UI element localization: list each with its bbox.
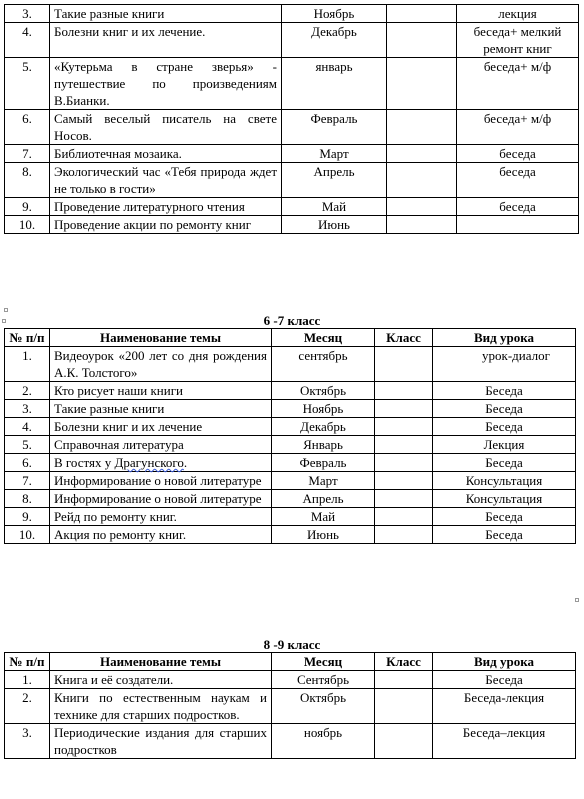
grade-cell bbox=[387, 163, 457, 198]
table-row bbox=[5, 454, 576, 472]
month-cell: Июнь bbox=[282, 216, 387, 234]
month-cell: Декабрь bbox=[282, 23, 387, 58]
topic-cell: Информирование о новой литературе bbox=[50, 472, 272, 490]
month-cell: Июнь bbox=[272, 526, 375, 544]
table-row bbox=[5, 526, 576, 544]
table-row bbox=[5, 110, 579, 145]
row-number: 3. bbox=[5, 5, 50, 23]
column-header-topic: Наименование темы bbox=[50, 329, 272, 347]
month-cell: Март bbox=[272, 472, 375, 490]
grade-cell bbox=[387, 145, 457, 163]
lesson-type-cell: Беседа bbox=[433, 454, 576, 472]
grade-cell bbox=[375, 671, 433, 689]
column-header-number: № п/п bbox=[5, 653, 50, 671]
row-number: 5. bbox=[5, 436, 50, 454]
column-header-grade: Класс bbox=[375, 329, 433, 347]
topic-cell: Книга и её создатели. bbox=[50, 671, 272, 689]
month-cell: сентябрь bbox=[272, 347, 375, 382]
lesson-type-cell: беседа bbox=[457, 163, 579, 198]
grade-cell bbox=[375, 472, 433, 490]
row-number: 8. bbox=[5, 163, 50, 198]
topic-cell: Справочная литература bbox=[50, 436, 272, 454]
month-cell: Ноябрь bbox=[272, 400, 375, 418]
table-header-row bbox=[5, 653, 576, 671]
row-number: 2. bbox=[5, 382, 50, 400]
column-header-topic: Наименование темы bbox=[50, 653, 272, 671]
month-cell: Октябрь bbox=[272, 689, 375, 724]
grade-cell bbox=[375, 418, 433, 436]
table-grade-6-7 bbox=[4, 328, 576, 544]
table-row bbox=[5, 689, 576, 724]
grade-cell bbox=[387, 216, 457, 234]
lesson-type-cell: беседа bbox=[457, 198, 579, 216]
table-move-handle[interactable] bbox=[2, 319, 6, 323]
month-cell: Октябрь bbox=[272, 382, 375, 400]
grade-cell bbox=[387, 58, 457, 110]
lesson-type-cell: Беседа bbox=[433, 526, 576, 544]
topic-cell: Информирование о новой литературе bbox=[50, 490, 272, 508]
table-resize-handle[interactable] bbox=[575, 598, 579, 602]
month-cell: ноябрь bbox=[272, 724, 375, 759]
row-number: 4. bbox=[5, 418, 50, 436]
row-number: 5. bbox=[5, 58, 50, 110]
month-cell: январь bbox=[282, 58, 387, 110]
lesson-type-cell: Беседа-лекция bbox=[433, 689, 576, 724]
row-number: 3. bbox=[5, 724, 50, 759]
table-row bbox=[5, 163, 579, 198]
table-row bbox=[5, 472, 576, 490]
topic-cell: Периодические издания для старших подростков bbox=[50, 724, 272, 759]
row-number: 10. bbox=[5, 526, 50, 544]
section-caption: 8 -9 класс bbox=[263, 637, 321, 652]
row-number: 8. bbox=[5, 490, 50, 508]
month-cell: Апрель bbox=[272, 490, 375, 508]
lesson-type-cell: Беседа bbox=[433, 508, 576, 526]
topic-cell: Такие разные книги bbox=[50, 400, 272, 418]
lesson-type-cell: Беседа–лекция bbox=[433, 724, 576, 759]
table-row bbox=[5, 5, 579, 23]
lesson-type-cell: урок-диалог bbox=[433, 347, 576, 382]
row-number: 7. bbox=[5, 472, 50, 490]
column-header-number: № п/п bbox=[5, 329, 50, 347]
month-cell: Апрель bbox=[282, 163, 387, 198]
topic-cell: Библиотечная мозаика. bbox=[50, 145, 282, 163]
table-row bbox=[5, 508, 576, 526]
topic-text-prefix: В гостях у bbox=[54, 455, 115, 470]
topic-cell: Такие разные книги bbox=[50, 5, 282, 23]
table-row bbox=[5, 23, 579, 58]
lesson-type-cell: лекция bbox=[457, 5, 579, 23]
grade-cell bbox=[387, 198, 457, 216]
row-number: 10. bbox=[5, 216, 50, 234]
month-cell: Февраль bbox=[272, 454, 375, 472]
table-row bbox=[5, 145, 579, 163]
topic-cell: Самый веселый писатель на свете Носов. bbox=[50, 110, 282, 145]
table-row bbox=[5, 490, 576, 508]
column-header-lesson-type: Вид урока bbox=[433, 329, 576, 347]
topic-cell: Книги по естественным наукам и технике для старших подростков. bbox=[50, 689, 272, 724]
lesson-type-cell: беседа bbox=[457, 145, 579, 163]
lesson-type-cell: Лекция bbox=[433, 436, 576, 454]
topic-text-suffix: . bbox=[183, 455, 188, 470]
row-number: 3. bbox=[5, 400, 50, 418]
grade-cell bbox=[387, 110, 457, 145]
month-cell: Ноябрь bbox=[282, 5, 387, 23]
column-header-month: Месяц bbox=[272, 329, 375, 347]
topic-cell: Проведение акции по ремонту книг bbox=[50, 216, 282, 234]
topic-cell: Экологический час «Тебя природа ждет не только в гости» bbox=[50, 163, 282, 198]
month-cell: Декабрь bbox=[272, 418, 375, 436]
topic-cell: «Кутерьма в стране зверья» - путешествие по произведениям В.Бианки. bbox=[50, 58, 282, 110]
row-number: 2. bbox=[5, 689, 50, 724]
table-row bbox=[5, 58, 579, 110]
table-row bbox=[5, 198, 579, 216]
grade-cell bbox=[375, 689, 433, 724]
table-row bbox=[5, 347, 576, 382]
grade-cell bbox=[387, 23, 457, 58]
table-row bbox=[5, 436, 576, 454]
grade-cell bbox=[375, 526, 433, 544]
column-header-month: Месяц bbox=[272, 653, 375, 671]
grade-cell bbox=[375, 454, 433, 472]
topic-cell: Болезни книг и их лечение. bbox=[50, 23, 282, 58]
column-header-grade: Класс bbox=[375, 653, 433, 671]
grade-cell bbox=[387, 5, 457, 23]
lesson-type-cell: Беседа bbox=[433, 418, 576, 436]
topic-cell: Видеоурок «200 лет со дня рождения А.К. Толстого» bbox=[50, 347, 272, 382]
lesson-type-cell bbox=[457, 216, 579, 234]
table-header-row bbox=[5, 329, 576, 347]
row-number: 7. bbox=[5, 145, 50, 163]
lesson-type-cell: беседа+ м/ф bbox=[457, 110, 579, 145]
row-number: 4. bbox=[5, 23, 50, 58]
row-number: 1. bbox=[5, 347, 50, 382]
lesson-type-cell: беседа+ мелкий ремонт книг bbox=[457, 23, 579, 58]
month-cell: Сентябрь bbox=[272, 671, 375, 689]
table-row bbox=[5, 216, 579, 234]
spellcheck-flagged-word[interactable]: Драгунского bbox=[114, 455, 184, 470]
month-cell: Май bbox=[272, 508, 375, 526]
row-number: 1. bbox=[5, 671, 50, 689]
month-cell: Январь bbox=[272, 436, 375, 454]
topic-cell: Кто рисует наши книги bbox=[50, 382, 272, 400]
grade-cell bbox=[375, 436, 433, 454]
lesson-type-cell: Беседа bbox=[433, 382, 576, 400]
lesson-type-cell: Консультация bbox=[433, 472, 576, 490]
lesson-type-cell: Беседа bbox=[433, 671, 576, 689]
grade-cell bbox=[375, 347, 433, 382]
table-row bbox=[5, 400, 576, 418]
grade-cell bbox=[375, 382, 433, 400]
topic-cell: Болезни книг и их лечение bbox=[50, 418, 272, 436]
grade-cell bbox=[375, 490, 433, 508]
table-continuation bbox=[4, 4, 579, 234]
column-header-lesson-type: Вид урока bbox=[433, 653, 576, 671]
grade-cell bbox=[375, 400, 433, 418]
topic-cell bbox=[50, 454, 272, 472]
table-row bbox=[5, 724, 576, 759]
month-cell: Май bbox=[282, 198, 387, 216]
row-number: 6. bbox=[5, 110, 50, 145]
section-caption: 6 -7 класс bbox=[263, 313, 321, 328]
month-cell: Март bbox=[282, 145, 387, 163]
lesson-type-cell: беседа+ м/ф bbox=[457, 58, 579, 110]
row-number: 9. bbox=[5, 198, 50, 216]
lesson-type-cell: Консультация bbox=[433, 490, 576, 508]
table-row bbox=[5, 418, 576, 436]
grade-cell bbox=[375, 724, 433, 759]
row-number: 6. bbox=[5, 454, 50, 472]
table-grade-8-9 bbox=[4, 652, 576, 759]
topic-cell: Проведение литературного чтения bbox=[50, 198, 282, 216]
month-cell: Февраль bbox=[282, 110, 387, 145]
table-row bbox=[5, 671, 576, 689]
topic-cell: Акция по ремонту книг. bbox=[50, 526, 272, 544]
table-row bbox=[5, 382, 576, 400]
grade-cell bbox=[375, 508, 433, 526]
lesson-type-cell: Беседа bbox=[433, 400, 576, 418]
topic-cell: Рейд по ремонту книг. bbox=[50, 508, 272, 526]
row-number: 9. bbox=[5, 508, 50, 526]
